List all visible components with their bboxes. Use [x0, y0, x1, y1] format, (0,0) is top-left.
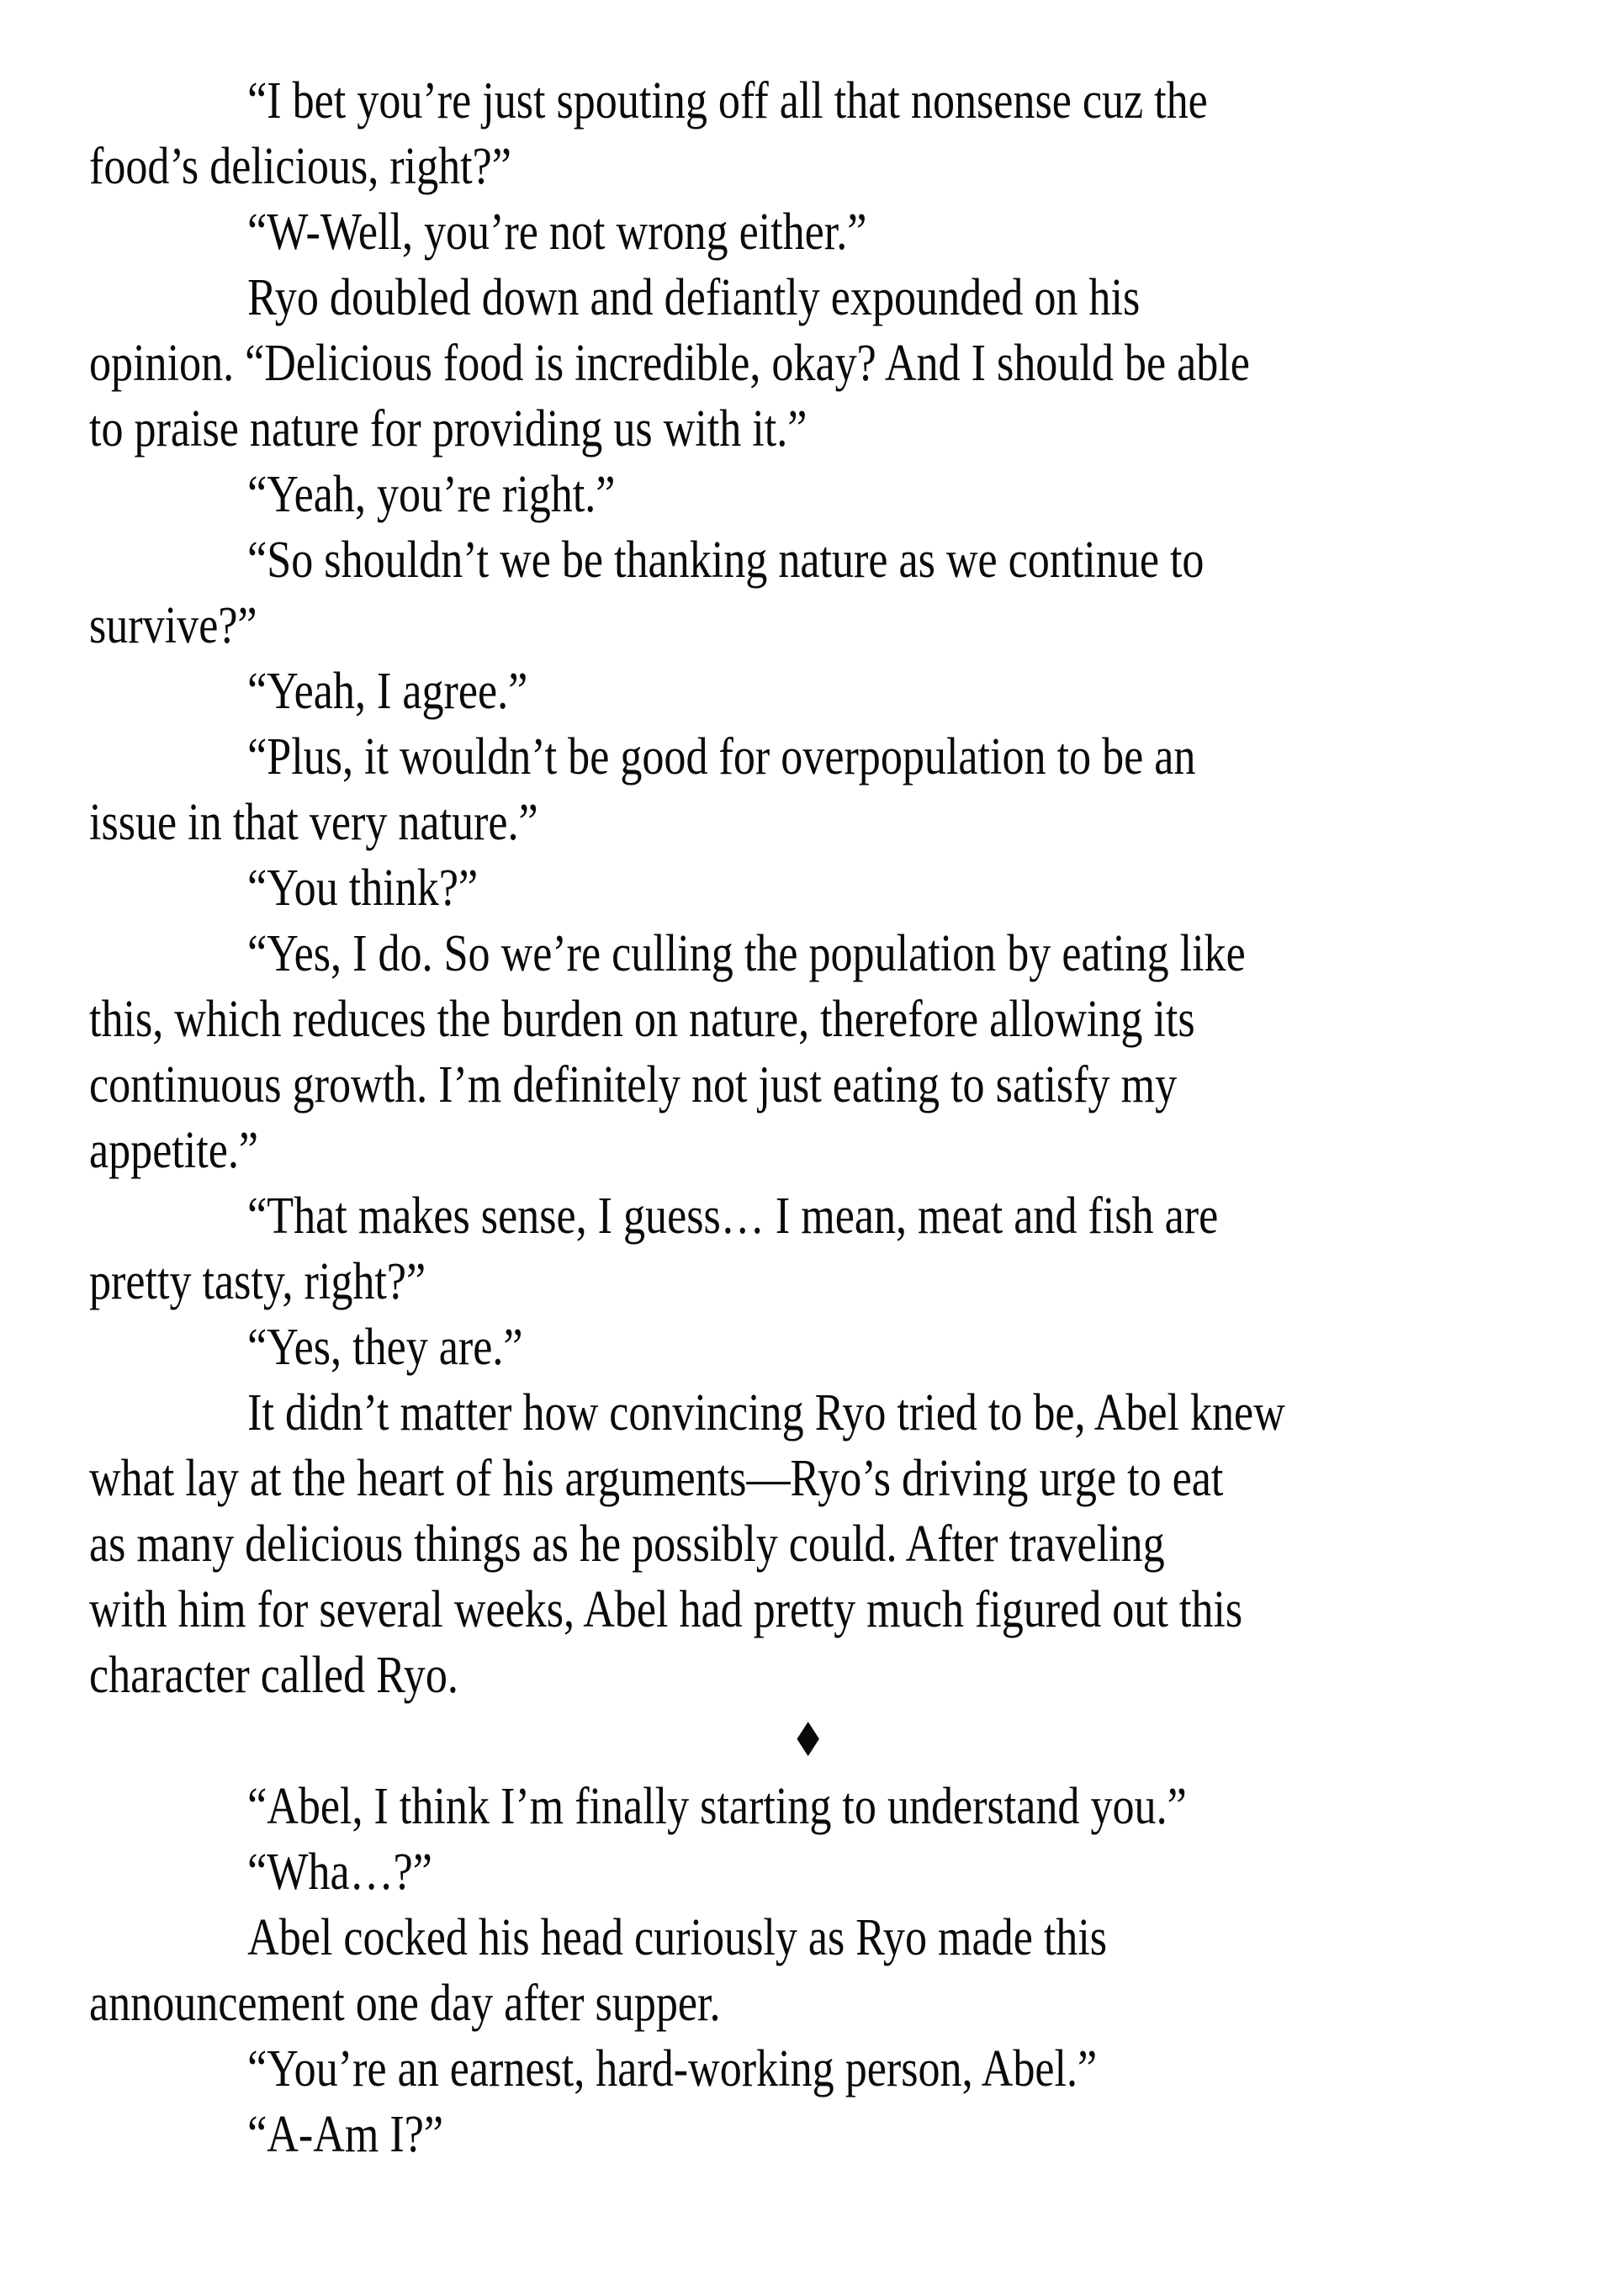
text-line: pretty tasty, right?” [89, 1253, 426, 1310]
text-line: issue in that very nature.” [89, 794, 538, 851]
text-line: with him for several weeks, Abel had pretty much figured out this [89, 1581, 1243, 1638]
text-line: food’s delicious, right?” [89, 138, 511, 195]
text-line: Abel cocked his head curiously as Ryo made this [247, 1909, 1108, 1966]
text-line: announcement one day after supper. [89, 1975, 721, 2032]
text-line: “So shouldn’t we be thanking nature as we continue to [247, 532, 1205, 589]
text-line: “Yeah, I agree.” [247, 663, 528, 720]
text-line: Ryo doubled down and defiantly expounded on his [247, 269, 1141, 326]
text-line: opinion. “Delicious food is incredible, okay? And I should be able [89, 335, 1250, 392]
text-line: “You’re an earnest, hard-working person, Abel.” [247, 2040, 1098, 2098]
text-line: what lay at the heart of his arguments—Ryo’s driving urge to eat [89, 1450, 1224, 1507]
text-line: It didn’t matter how convincing Ryo tried to be, Abel knew [247, 1384, 1285, 1442]
section-separator-icon: ♦ [790, 1713, 826, 1768]
text-line: “Yes, I do. So we’re culling the population by eating like [247, 925, 1246, 982]
text-line: as many delicious things as he possibly could. After traveling [89, 1516, 1165, 1573]
text-line: “Yeah, you’re right.” [247, 466, 616, 523]
text-line: “Plus, it wouldn’t be good for overpopulation to be an [247, 728, 1196, 786]
text-line: “Yes, they are.” [247, 1319, 523, 1376]
text-line: appetite.” [89, 1122, 258, 1179]
text-line: character called Ryo. [89, 1647, 458, 1704]
text-line: to praise nature for providing us with it.” [89, 400, 808, 458]
text-line: survive?” [89, 597, 257, 654]
text-line: “A-Am I?” [247, 2106, 443, 2163]
text-line: “Abel, I think I’m finally starting to understand you.” [247, 1778, 1187, 1835]
page-text-block [89, 68, 1527, 2167]
text-line: “I bet you’re just spouting off all that nonsense cuz the [247, 72, 1208, 130]
text-line: “W-Well, you’re not wrong either.” [247, 204, 867, 261]
text-line: this, which reduces the burden on nature, therefore allowing its [89, 991, 1195, 1048]
text-line: “You think?” [247, 860, 479, 917]
text-line: continuous growth. I’m definitely not just eating to satisfy my [89, 1056, 1178, 1114]
text-line: “Wha…?” [247, 1844, 432, 1901]
text-line: “That makes sense, I guess… I mean, meat and fish are [247, 1188, 1219, 1245]
